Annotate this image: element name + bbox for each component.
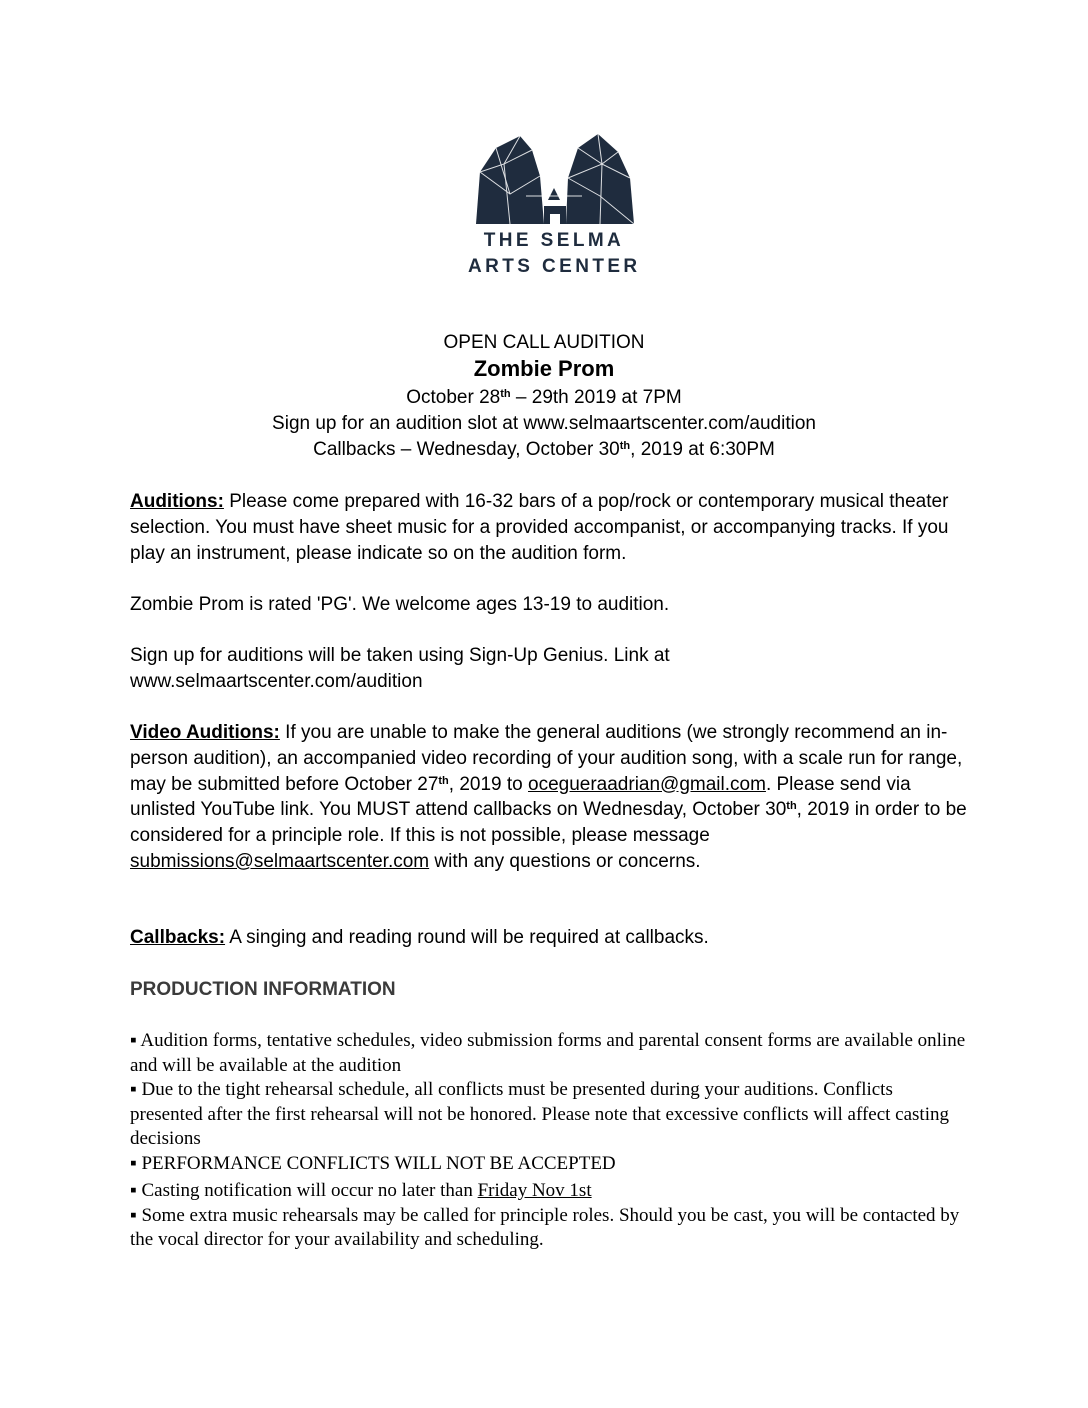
video-text-3: . Please send via unlisted YouTube link. You MUST attend callbacks on Wednesday, October 30 [130,773,911,821]
logo-text-line-2: ARTS CENTER [468,256,641,277]
video-text-1: If you are unable to make the general auditions (we strongly recommend an in-person audition), an accompanied video recording of your audition song, with a scale run for range, may be submitted before October 27 [130,722,963,795]
auditions-paragraph [130,489,970,566]
audition-dates [130,387,958,409]
callbacks-paragraph [130,925,970,951]
callbacks-date [130,439,958,461]
audition-dates-rest: – 29th 2019 at 7PM [510,387,682,408]
callbacks-date-start: Callbacks – Wednesday, October 30 [313,439,620,460]
production-info-list [130,1029,970,1253]
list-item: ▪ Due to the tight rehearsal schedule, all conflicts must be presented during your auditions. Conflicts presented after the first rehearsal will not be honored. Please note that excessive conflicts will affect casting decisions [130,1079,949,1149]
organization-logo [468,134,640,282]
video-text-2: , 2019 to [448,773,529,795]
list-item: ▪ Audition forms, tentative schedules, video submission forms and parental consent forms are available online and will be available at the audition [130,1030,966,1076]
callbacks-date-rest: , 2019 at 6:30PM [630,439,775,460]
signup-line: Sign up for an audition slot at www.selmaartscenter.com/audition [272,413,816,434]
production-info-heading: PRODUCTION INFORMATION [130,979,396,1000]
casting-text: ▪ Casting notification will occur no later than [130,1180,478,1201]
rating-paragraph: Zombie Prom is rated 'PG'. We welcome ages 13-19 to audition. [130,594,670,615]
logo-text-line-1: THE SELMA [483,230,625,251]
callbacks-date-sup: th [619,440,631,452]
audition-dates-sup: th [500,388,511,400]
signup-text: Sign up for auditions will be taken using Sign-Up Genius. Link at [130,645,670,666]
show-title: Zombie Prom [473,356,615,381]
video-sup-1: th [438,774,449,787]
signup-paragraph [130,643,970,695]
signup-url: www.selmaartscenter.com/audition [130,670,423,692]
casting-date: Friday Nov 1st [477,1180,592,1201]
email-link-adrian[interactable]: ocegueraadrian@gmail.com [528,773,766,795]
email-link-submissions[interactable]: submissions@selmaartscenter.com [130,850,430,872]
auditions-label: Auditions: [130,491,224,512]
video-text-5: with any questions or concerns. [429,850,701,872]
callbacks-label: Callbacks: [130,927,226,948]
video-sup-2: th [786,800,797,813]
video-auditions-paragraph [130,720,970,875]
open-call-heading: OPEN CALL AUDITION [443,332,645,353]
video-text-4: , 2019 in order to be considered for a principle role. If this is not possible, please message [130,799,967,847]
selma-arts-center-logo-icon [474,134,634,226]
auditions-text: Please come prepared with 16-32 bars of a pop/rock or contemporary musical theater selection. You must have sheet music for a provided accompanist, or accompanying tracks. If you play an instrument, please indicate so on the audition form. [130,491,949,564]
video-auditions-label: Video Auditions: [130,722,280,743]
audition-dates-start: October 28 [406,387,501,408]
list-item: ▪ PERFORMANCE CONFLICTS WILL NOT BE ACCEPTED [130,1152,616,1174]
list-item [130,1179,970,1204]
list-item: ▪ Some extra music rehearsals may be called for principle roles. Should you be cast, you will be contacted by the vocal director for your availability and scheduling. [130,1204,960,1250]
callbacks-text: A singing and reading round will be required at callbacks. [225,927,709,948]
